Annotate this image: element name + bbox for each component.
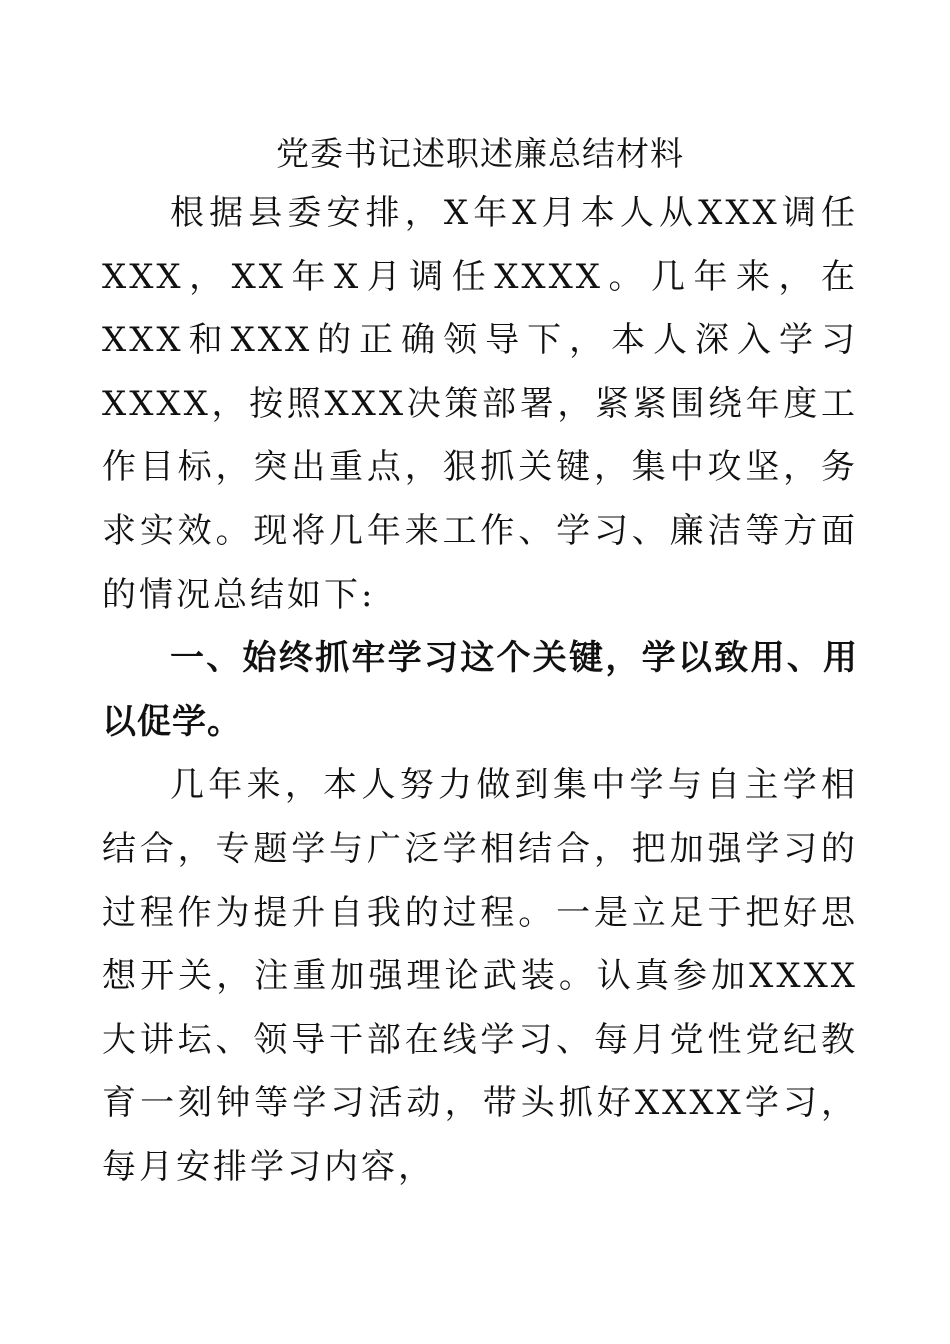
document-title: 党委书记述职述廉总结材料: [276, 134, 684, 173]
intro-paragraph: 根据县委安排，X年X月本人从XXX调任XXX，XX年X月调任XXXX。几年来，在XXX和XXX的正确领导下，本人深入学习XXXX，按照XXX决策部署，紧紧围绕年度工作目标，突出重点，狠抓关键，集中攻坚，务求实效。现将几年来工作、学习、廉洁等方面的情况总结如下:: [102, 193, 858, 615]
body-paragraph-1: 几年来，本人努力做到集中学与自主学相结合，专题学与广泛学相结合，把加强学习的过程作为提升自我的过程。一是立足于把好思想开关，注重加强理论武装。认真参加XXXX大讲坛、领导干部在线学习、每月党性党纪教育一刻钟等学习活动，带头抓好XXXX学习，每月安排学习内容，: [102, 765, 858, 1187]
section-heading-1: 一、始终抓牢学习这个关键，学以致用、用以促学。: [102, 638, 858, 742]
